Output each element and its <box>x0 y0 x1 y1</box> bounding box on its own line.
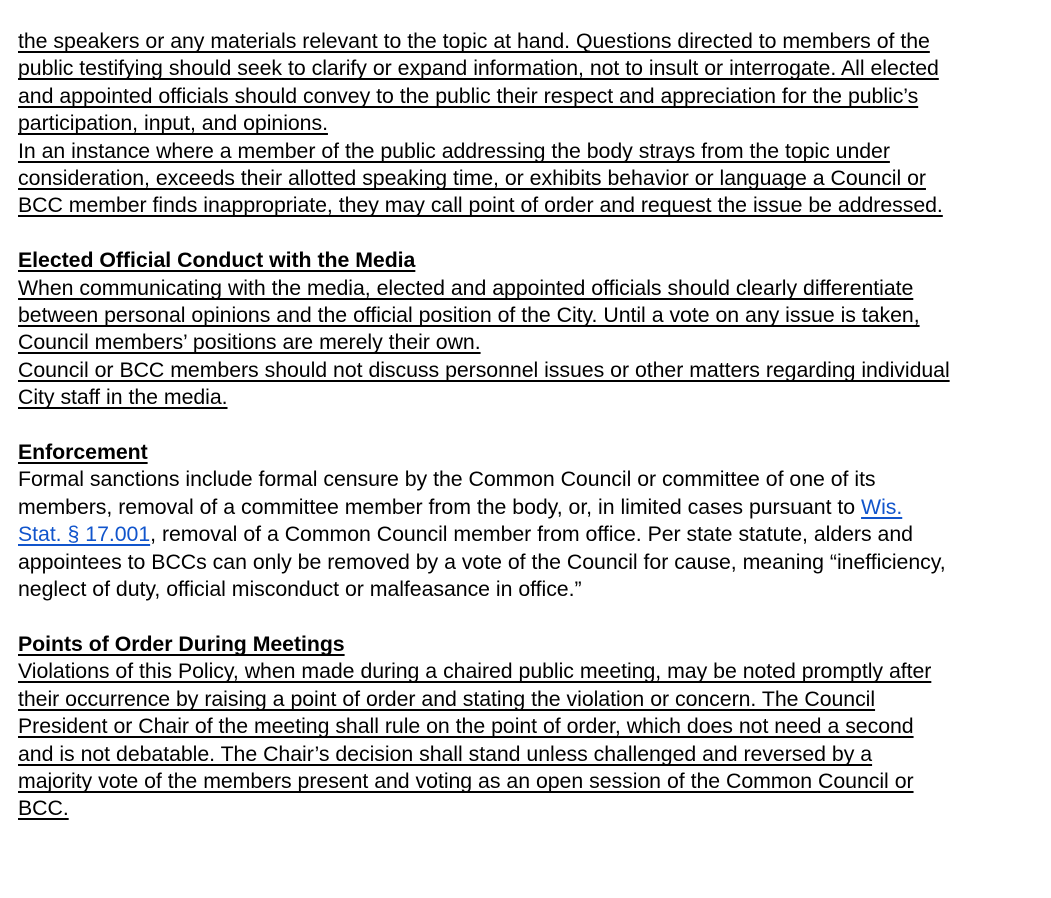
paragraph-enforcement <box>18 466 950 603</box>
paragraph-points-of-order: Violations of this Policy, when made during a chaired public meeting, may be noted promptly after their occurrence by raising a point of order and stating the violation or concern. The Council President or Chair of the meeting shall rule on the point of order, which does not need a second and is not debatable. The Chair’s decision shall stand unless challenged and reversed by a majority vote of the members present and voting as an open session of the Common Council or BCC. <box>18 659 932 821</box>
enforcement-text-before-link: Formal sanctions include formal censure by the Common Council or committee of one of its members, removal of a committee member from the body, or, in limited cases pursuant to <box>18 467 876 519</box>
paragraph-spacer <box>18 604 950 631</box>
heading-enforcement-label: Enforcement <box>18 440 148 465</box>
heading-media-conduct <box>18 247 950 274</box>
wisconsin-statute-link[interactable]: Wis. Stat. § 17.001 <box>18 494 903 547</box>
heading-enforcement <box>18 439 950 466</box>
paragraph-continued-decorum: the speakers or any materials relevant to the topic at hand. Questions directed to members of the public testifying should seek to clarify or expand information, not to insult or interrogate. All elected and appointed officials should convey to the public their respect and appreciation for the public’s participation, input, and opinions. <box>18 29 939 136</box>
document-body <box>18 28 950 823</box>
heading-points-of-order <box>18 631 950 658</box>
paragraph-media-communication: When communicating with the media, elected and appointed officials should clearly differentiate between personal opinions and the official position of the City. Until a vote on any issue is taken, Council members’ positions are merely their own. <box>18 275 920 355</box>
paragraph-point-of-order-straying: In an instance where a member of the public addressing the body strays from the topic under consideration, exceeds their allotted speaking time, or exhibits behavior or language a Council or BCC member finds inappropriate, they may call point of order and request the issue be addressed. <box>18 138 943 218</box>
paragraph-media-personnel: Council or BCC members should not discuss personnel issues or other matters regarding individual City staff in the media. <box>18 357 950 410</box>
paragraph-spacer <box>18 412 950 439</box>
paragraph-spacer <box>18 220 950 247</box>
enforcement-text-after-link: , removal of a Common Council member from office. Per state statute, alders and appointees to BCCs can only be removed by a vote of the Council for cause, meaning “inefficiency, neglect of duty, official misconduct or malfeasance in office.” <box>18 522 946 602</box>
heading-points-of-order-label: Points of Order During Meetings <box>18 631 345 656</box>
heading-media-conduct-label: Elected Official Conduct with the Media <box>18 248 416 273</box>
